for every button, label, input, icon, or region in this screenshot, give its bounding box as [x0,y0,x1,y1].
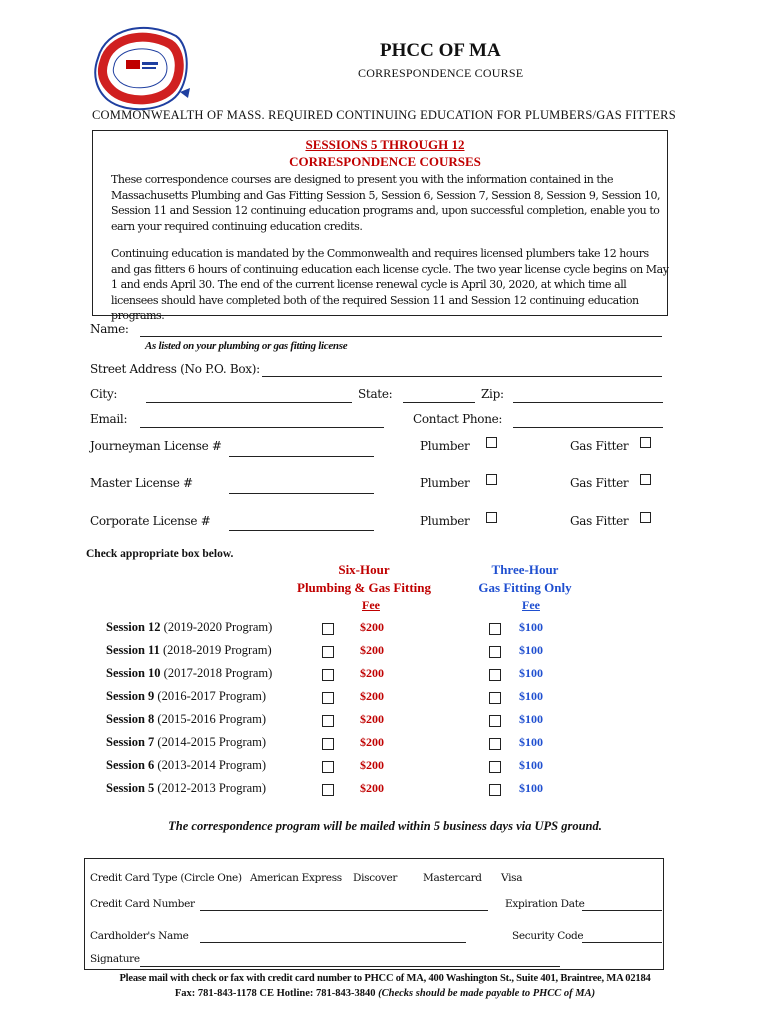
security-code-label: Security Code [512,930,584,942]
street-field[interactable] [262,376,662,377]
fax-hotline: Fax: 781-843-1178 CE Hotline: 781-843-3840 [174,988,379,999]
session-name: Session 10 [106,666,161,680]
corporate-plumber-checkbox[interactable] [486,512,497,523]
master-plumber-checkbox[interactable] [486,474,497,485]
three-hour-fee: $100 [519,643,543,657]
card-number-label: Credit Card Number [90,898,195,910]
card-type-amex[interactable]: American Express [250,872,342,884]
zip-label: Zip: [481,387,504,401]
main-heading: COMMONWEALTH OF MASS. REQUIRED CONTINUING EDUCATION FOR PLUMBERS/GAS FITTERS [92,108,676,122]
phone-field[interactable] [513,427,663,428]
state-label: State: [358,387,393,401]
six-hour-fee: $200 [360,758,384,772]
session-row-label [106,781,266,796]
three-hour-fee: $100 [519,735,543,749]
intro-paragraph-2: Continuing education is mandated by the Commonwealth and requires licensed plumbers take 12 hours and gas fitters 6 hours of continuing education each license cycle. The two year license cycle begins on May 1 and ends April 30. The end of the current license renewal cycle is April 30, 2020, at which time all licensees should have completed both of the required Session 11 and Session 12 continuing education programs. [111,247,669,322]
security-code-field[interactable] [582,942,662,943]
six-hour-checkbox[interactable] [322,623,334,635]
expiration-field[interactable] [582,910,662,911]
six-hour-checkbox[interactable] [322,692,334,704]
phone-label: Contact Phone: [413,412,503,426]
journeyman-license-label: Journeyman License # [90,439,222,453]
intro-title-sessions: SESSIONS 5 THROUGH 12 [305,137,465,152]
three-hour-checkbox[interactable] [489,784,501,796]
city-field[interactable] [146,402,352,403]
journeyman-gasfitter-label: Gas Fitter [570,439,629,453]
corporate-license-field[interactable] [229,530,374,531]
journeyman-gasfitter-checkbox[interactable] [640,437,651,448]
card-type-label: Credit Card Type (Circle One) [90,872,242,884]
six-hour-checkbox[interactable] [322,715,334,727]
three-hour-fee: $100 [519,712,543,726]
six-hour-heading: Six-Hour [338,562,390,577]
three-hour-heading: Three-Hour [491,562,559,577]
intro-paragraph-1: These correspondence courses are designed to present you with the information contained in the Massachusetts Plumbing and Gas Fitting Session 5, Session 6, Session 7, Session 8, Session 9, Session 10, Session 11 and Session 12 continuing education programs and, upon successful completion, enable you to earn your required continuing education credits. [111,173,661,233]
corporate-gasfitter-checkbox[interactable] [640,512,651,523]
session-row-label [106,620,272,635]
six-hour-fee: $200 [360,620,384,634]
session-name: Session 6 [106,758,155,772]
email-field[interactable] [140,427,384,428]
intro-title-courses: CORRESPONDENCE COURSES [289,154,481,169]
org-title: PHCC OF MA [380,40,501,61]
session-program-years: (2016-2017 Program) [157,689,267,703]
street-label: Street Address (No P.O. Box): [90,362,260,376]
payable-note: (Checks should be made payable to PHCC of MA) [378,988,596,999]
name-field[interactable] [140,336,662,337]
session-name: Session 9 [106,689,155,703]
check-box-instruction: Check appropriate box below. [86,548,234,560]
session-row-label [106,689,266,704]
three-hour-fee: $100 [519,666,543,680]
three-hour-fee: $100 [519,758,543,772]
six-hour-checkbox[interactable] [322,669,334,681]
journeyman-plumber-checkbox[interactable] [486,437,497,448]
signature-field[interactable] [140,966,560,967]
six-hour-fee: $200 [360,781,384,795]
session-row-label [106,735,266,750]
session-program-years: (2018-2019 Program) [162,643,272,657]
session-program-years: (2019-2020 Program) [163,620,273,634]
session-program-years: (2013-2014 Program) [157,758,267,772]
expiration-label: Expiration Date [505,898,585,910]
card-type-mastercard[interactable]: Mastercard [423,872,482,884]
master-license-label: Master License # [90,476,193,490]
journeyman-plumber-label: Plumber [420,439,470,453]
three-hour-fee-heading: Fee [522,598,540,612]
mail-note: The correspondence program will be mailed within 5 business days via UPS ground. [168,819,602,833]
contact-line [0,988,770,999]
six-hour-checkbox[interactable] [322,738,334,750]
signature-label: Signature [90,953,140,965]
six-hour-fee: $200 [360,735,384,749]
phcc-logo [86,18,198,118]
six-hour-fee: $200 [360,712,384,726]
six-hour-fee: $200 [360,689,384,703]
card-type-discover[interactable]: Discover [353,872,398,884]
city-label: City: [90,387,118,401]
master-gasfitter-label: Gas Fitter [570,476,629,490]
session-name: Session 12 [106,620,161,634]
six-hour-fee: $200 [360,643,384,657]
session-row-label [106,758,266,773]
cardholder-label: Cardholder's Name [90,930,189,942]
session-name: Session 7 [106,735,155,749]
card-number-field[interactable] [200,910,488,911]
session-row-label [106,712,266,727]
three-hour-subheading: Gas Fitting Only [478,580,572,595]
session-name: Session 5 [106,781,155,795]
six-hour-checkbox[interactable] [322,646,334,658]
three-hour-checkbox[interactable] [489,738,501,750]
master-plumber-label: Plumber [420,476,470,490]
zip-field[interactable] [513,402,663,403]
six-hour-subheading: Plumbing & Gas Fitting [297,580,431,595]
state-field[interactable] [403,402,475,403]
corporate-gasfitter-label: Gas Fitter [570,514,629,528]
six-hour-fee: $200 [360,666,384,680]
session-name: Session 8 [106,712,155,726]
name-hint: As listed on your plumbing or gas fitting license [145,340,348,352]
three-hour-checkbox[interactable] [489,715,501,727]
master-license-field[interactable] [229,493,374,494]
three-hour-fee: $100 [519,689,543,703]
session-program-years: (2014-2015 Program) [157,735,267,749]
session-name: Session 11 [106,643,160,657]
corporate-license-label: Corporate License # [90,514,211,528]
corporate-plumber-label: Plumber [420,514,470,528]
three-hour-fee: $100 [519,781,543,795]
name-label: Name: [90,322,129,336]
session-program-years: (2012-2013 Program) [157,781,267,795]
email-label: Email: [90,412,128,426]
card-type-visa[interactable]: Visa [501,872,523,884]
three-hour-checkbox[interactable] [489,761,501,773]
three-hour-checkbox[interactable] [489,692,501,704]
six-hour-fee-heading: Fee [362,598,380,612]
six-hour-checkbox[interactable] [322,761,334,773]
three-hour-checkbox[interactable] [489,623,501,635]
cardholder-field[interactable] [200,942,466,943]
journeyman-license-field[interactable] [229,456,374,457]
session-program-years: (2015-2016 Program) [157,712,267,726]
three-hour-checkbox[interactable] [489,669,501,681]
three-hour-checkbox[interactable] [489,646,501,658]
master-gasfitter-checkbox[interactable] [640,474,651,485]
course-subtitle: CORRESPONDENCE COURSE [358,66,524,80]
session-row-label [106,666,272,681]
six-hour-checkbox[interactable] [322,784,334,796]
session-row-label [106,643,272,658]
mail-instructions: Please mail with check or fax with credit card number to PHCC of MA, 400 Washington St., Suite 401, Braintree, MA 02184 [119,973,651,984]
session-program-years: (2017-2018 Program) [163,666,273,680]
three-hour-fee: $100 [519,620,543,634]
